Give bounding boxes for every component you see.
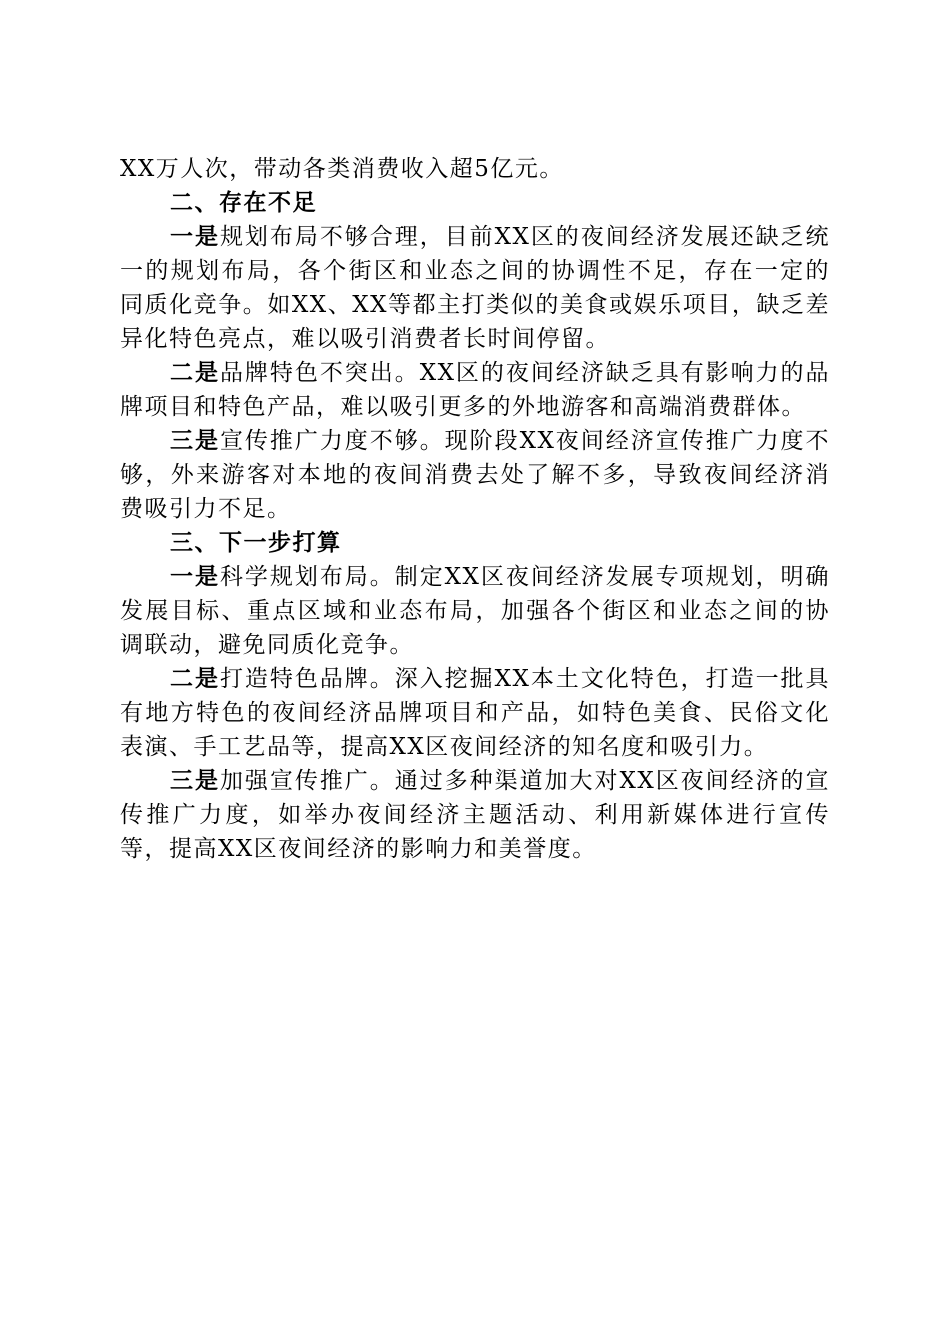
paragraph-text: 品牌特色不突出。XX区的夜间经济缺乏具有影响力的品牌项目和特色产品，难以吸引更多的外地游客和高端消费群体。	[120, 360, 831, 420]
section-heading-next-steps: 三、下一步打算	[170, 530, 342, 556]
paragraph-lead: 三是	[170, 768, 220, 794]
paragraph-text: 打造特色品牌。深入挖掘XX本土文化特色，打造一批具有地方特色的夜间经济品牌项目和产品，如特色美食、民俗文化表演、手工艺品等，提高XX区夜间经济的知名度和吸引力。	[120, 666, 831, 760]
shortcoming-paragraph-2	[120, 356, 830, 424]
plan-paragraph-3	[120, 764, 830, 866]
paragraph-text: 加强宣传推广。通过多种渠道加大对XX区夜间经济的宣传推广力度，如举办夜间经济主题活动、利用新媒体进行宣传等，提高XX区夜间经济的影响力和美誉度。	[120, 768, 831, 862]
document-page	[120, 152, 830, 866]
paragraph-text: 规划布局不够合理，目前XX区的夜间经济发展还缺乏统一的规划布局，各个街区和业态之间的协调性不足，存在一定的同质化竞争。如XX、XX等都主打类似的美食或娱乐项目，缺乏差异化特色亮点，难以吸引消费者长时间停留。	[120, 224, 831, 352]
plan-paragraph-2	[120, 662, 830, 764]
paragraph-lead: 一是	[170, 224, 220, 250]
plan-paragraph-1	[120, 560, 830, 662]
paragraph-lead: 三是	[170, 428, 220, 454]
shortcoming-paragraph-3	[120, 424, 830, 526]
shortcoming-paragraph-1	[120, 220, 830, 356]
paragraph-lead: 二是	[170, 360, 220, 386]
paragraph-lead: 一是	[170, 564, 220, 590]
paragraph-lead: 二是	[170, 666, 220, 692]
paragraph-text: 宣传推广力度不够。现阶段XX夜间经济宣传推广力度不够，外来游客对本地的夜间消费去处了解不多，导致夜间经济消费吸引力不足。	[120, 428, 831, 522]
intro-tail-paragraph: XX万人次，带动各类消费收入超5亿元。	[120, 156, 564, 182]
paragraph-text: 科学规划布局。制定XX区夜间经济发展专项规划，明确发展目标、重点区域和业态布局，加强各个街区和业态之间的协调联动，避免同质化竞争。	[120, 564, 831, 658]
section-heading-shortcomings: 二、存在不足	[170, 190, 317, 216]
